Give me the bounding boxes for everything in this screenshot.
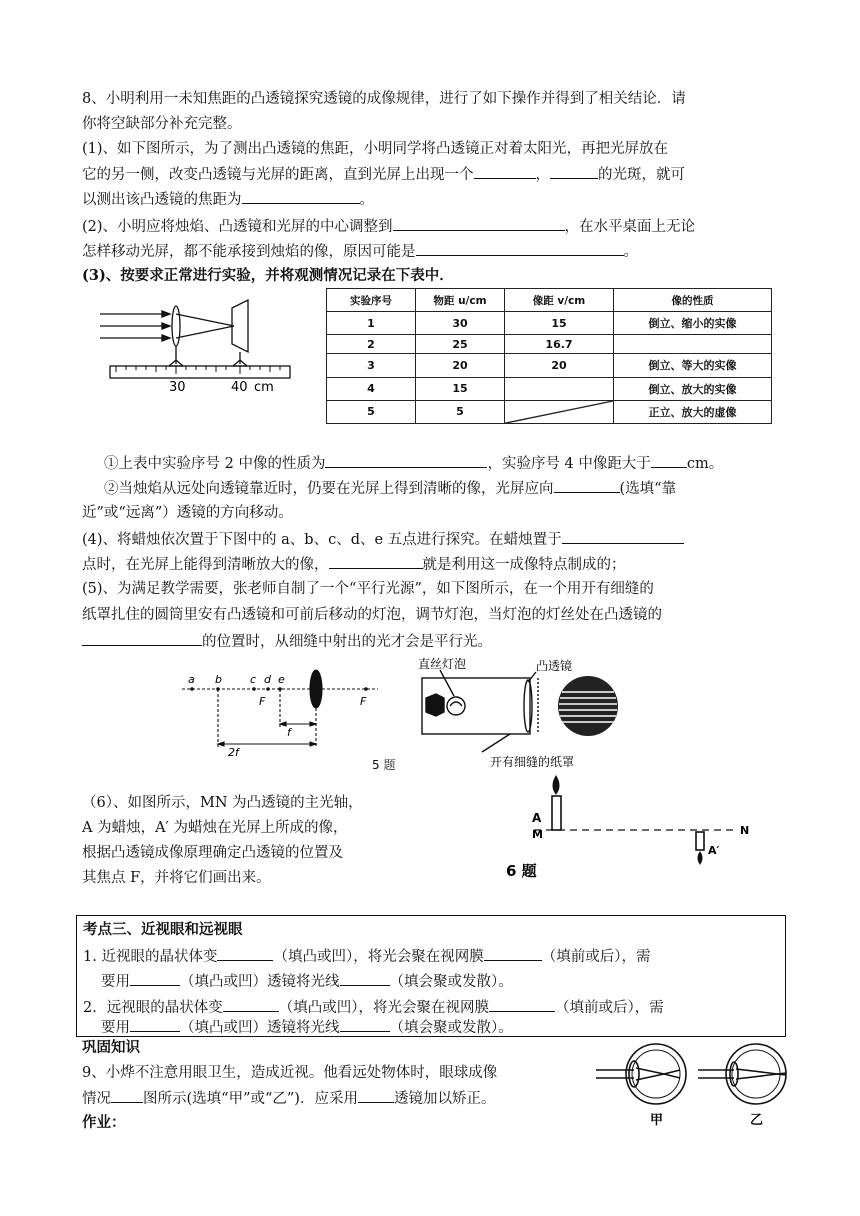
text: 的光斑，就可 [598,167,685,183]
cell: 16.7 [505,335,614,354]
q8-part5-line1: (5)、为满足教学需要，张老师自制了一个“平行光源”，如下图所示，在一个用开有细缝的 [82,581,654,597]
label-bulb: 直丝灯泡 [418,657,467,671]
answer-blank[interactable] [554,477,620,493]
answer-blank[interactable] [550,163,598,179]
cell: 20 [416,354,505,377]
label-cover: 开有细缝的纸罩 [490,755,575,769]
eye-diagrams [594,1034,790,1130]
q8-sub1 [104,452,723,475]
diagonal-cell [505,400,614,423]
text: 情况 [82,1091,111,1107]
parallel-light-figure [410,656,626,776]
homework-title: 作业： [82,1114,126,1131]
text: （填凸或凹）透镜将光线 [180,974,340,990]
fig5-caption: 5 题 [372,758,396,772]
text: 以测出该凸透镜的焦距为 [82,192,242,208]
q8-part5-line2: 纸罩扎住的圆筒里安有凸透镜和可前后移动的灯泡，调节灯泡，当灯泡的灯丝处在凸透镜的 [82,607,662,623]
text: 图所示(选填“甲”或“乙”)．应采用 [143,1091,358,1107]
text: 点时，在光屏上能得到清晰放大的像， [82,557,329,573]
text: 的位置时，从细缝中射出的光才会是平行光。 [202,634,492,650]
text: ，在水平桌面上无论 [564,219,696,235]
candle-image-figure [500,772,762,888]
text: （填凸或凹）透镜将光线 [180,1020,340,1036]
text: 它的另一侧，改变凸透镜与光屏的距离，直到光屏上出现一个 [82,167,474,183]
q8-intro-line1: 8、小明利用一未知焦距的凸透镜探究透镜的成像规律，进行了如下操作并得到了相关结论．请 [82,91,686,107]
q9-line1: 9、小烨不注意用眼卫生，造成近视。他看远处物体时，眼球成像 [82,1065,498,1081]
table-row [327,400,772,423]
cell: 3 [327,354,416,377]
answer-blank[interactable] [130,1016,180,1032]
cell: 倒立、等大的实像 [614,354,772,377]
label-2f: 2f [228,746,239,759]
answer-blank[interactable] [340,1016,390,1032]
q8-sub2-cont: 近”或“远离”）透镜的方向移动。 [82,505,293,521]
text: cm。 [686,456,724,472]
text: ②当烛焰从远处向透镜靠近时，仍要在光屏上得到清晰的像，光屏应向 [104,481,554,497]
q8-part1-line1: (1)、如下图所示，为了测出凸透镜的焦距，小明同学将凸透镜正对着太阳光，再把光屏放在 [82,141,669,157]
text: ， [535,167,550,183]
fig6-caption: 6 题 [506,862,537,880]
text: 。 [359,192,374,208]
q9-line2 [82,1087,495,1110]
q8-part6-line1: （6）、如图所示，MN 为凸透镜的主光轴， [82,795,363,811]
text: ①上表中实验序号 2 中像的性质为 [104,456,326,472]
table-row [327,312,772,335]
text: （填前或后），需 [541,949,651,965]
answer-blank[interactable] [242,188,360,204]
answer-blank[interactable] [217,945,273,961]
point-d: d [264,673,271,686]
answer-blank[interactable] [393,215,565,231]
text: （填会聚或发散）。 [389,1020,513,1036]
answer-blank[interactable] [484,945,542,961]
experiment-table [326,288,772,424]
table-row [327,377,772,400]
answer-blank[interactable] [82,630,202,646]
text: 要用 [101,1020,130,1036]
point-b: b [215,673,222,686]
answer-blank[interactable] [130,970,180,986]
q8-part1-line2 [82,163,685,186]
answer-blank[interactable] [416,240,624,256]
focus-right: F [360,695,367,708]
ruler-label-30: 30 [169,380,186,395]
table-header-row [327,289,772,312]
text: （填前或后），需 [554,1000,664,1016]
answer-blank[interactable] [223,996,279,1012]
answer-blank[interactable] [111,1087,143,1103]
point-a: a [188,673,195,686]
text: 怎样移动光屏，都不能承接到烛焰的像，原因可能是 [82,244,416,260]
cell: 30 [416,312,505,335]
text: (2)、小明应将烛焰、凸透镜和光屏的中心调整到 [82,219,393,235]
table-row [327,335,772,354]
q8-part5-line3 [82,630,492,653]
answer-blank[interactable] [358,1087,394,1103]
text: （填会聚或发散）。 [389,974,513,990]
q8-part2-line1 [82,215,695,238]
cell: 2 [327,335,416,354]
cell: 15 [505,312,614,335]
ruler-unit: cm [254,380,274,395]
answer-blank[interactable] [325,452,487,468]
focus-left: F [259,695,266,708]
col-header: 像的性质 [614,289,772,312]
table-row [327,354,772,377]
q8-part4-line2 [82,553,626,576]
text: (4)、将蜡烛依次置于下图中的 a、b、c、d、e 五点进行探究。在蜡烛置于 [82,532,562,548]
cell: 5 [416,400,505,423]
eye-label-jia: 甲 [650,1113,664,1128]
cell: 正立、放大的虚像 [614,400,772,423]
label-lens: 凸透镜 [536,659,573,673]
q8-part1-line3 [82,188,374,211]
cell: 20 [505,354,614,377]
label-A: A [532,811,542,825]
label-N: N [740,824,750,837]
q8-part3-title: (3)、按要求正常进行实验，并将观测情况记录在下表中． [82,267,454,284]
q8-intro-line2: 你将空缺部分补充完整。 [82,116,242,132]
cell: 15 [416,377,505,400]
eye-label-yi: 乙 [750,1113,764,1128]
points-axis-figure [180,668,400,776]
cell: 倒立、放大的实像 [614,377,772,400]
q8-part6-line4: 其焦点 F，并将它们画出来。 [82,870,271,886]
answer-blank[interactable] [340,970,390,986]
text: (选填“靠 [619,481,677,497]
myopia-line1 [83,945,650,968]
col-header: 物距 u/cm [416,289,505,312]
key-point-3-box [76,915,786,1037]
label-f: f [287,726,291,739]
answer-cell[interactable] [614,335,772,354]
text: 1. 近视眼的晶状体变 [83,949,218,965]
diagonal-line [505,401,613,423]
cell: 25 [416,335,505,354]
text: 2．远视眼的晶状体变 [83,1000,223,1016]
answer-blank[interactable] [489,996,555,1012]
cell: 4 [327,377,416,400]
q8-part2-line2 [82,240,638,263]
answer-blank[interactable] [562,528,684,544]
consolidation-title: 巩固知识 [82,1039,140,1056]
point-e: e [278,673,285,686]
text: （填凸或凹），将光会聚在视网膜 [278,1000,489,1016]
col-header: 实验序号 [327,289,416,312]
hyperopia-line2 [101,1016,513,1039]
key-point-3-title: 考点三、近视眼和远视眼 [83,921,243,938]
text: 要用 [101,974,130,990]
label-A-prime: A′ [708,844,720,857]
answer-blank[interactable] [329,553,423,569]
text: 透镜加以矫正。 [393,1091,496,1107]
text: 就是利用这一成像特点制成的； [422,557,626,573]
q8-part6-line3: 根据凸透镜成像原理确定凸透镜的位置及 [82,845,343,861]
answer-cell[interactable] [505,377,614,400]
q8-sub2 [104,477,676,500]
q8-part6-line2: A 为蜡烛，A′ 为蜡烛在光屏上所成的像， [82,820,348,836]
text: ，实验序号 4 中像距大于 [487,456,651,472]
myopia-line2 [101,970,513,993]
point-c: c [250,673,257,686]
text: （填凸或凹），将光会聚在视网膜 [273,949,484,965]
text: 。 [623,244,638,260]
ruler-label-40: 40 [231,380,248,395]
cell: 倒立、缩小的实像 [614,312,772,335]
label-M: M [532,828,543,841]
answer-blank[interactable] [651,452,687,468]
cell: 1 [327,312,416,335]
q8-part4-line1 [82,528,684,551]
col-header: 像距 v/cm [505,289,614,312]
cell: 5 [327,400,416,423]
focal-length-figure [98,294,294,404]
answer-blank[interactable] [474,163,536,179]
